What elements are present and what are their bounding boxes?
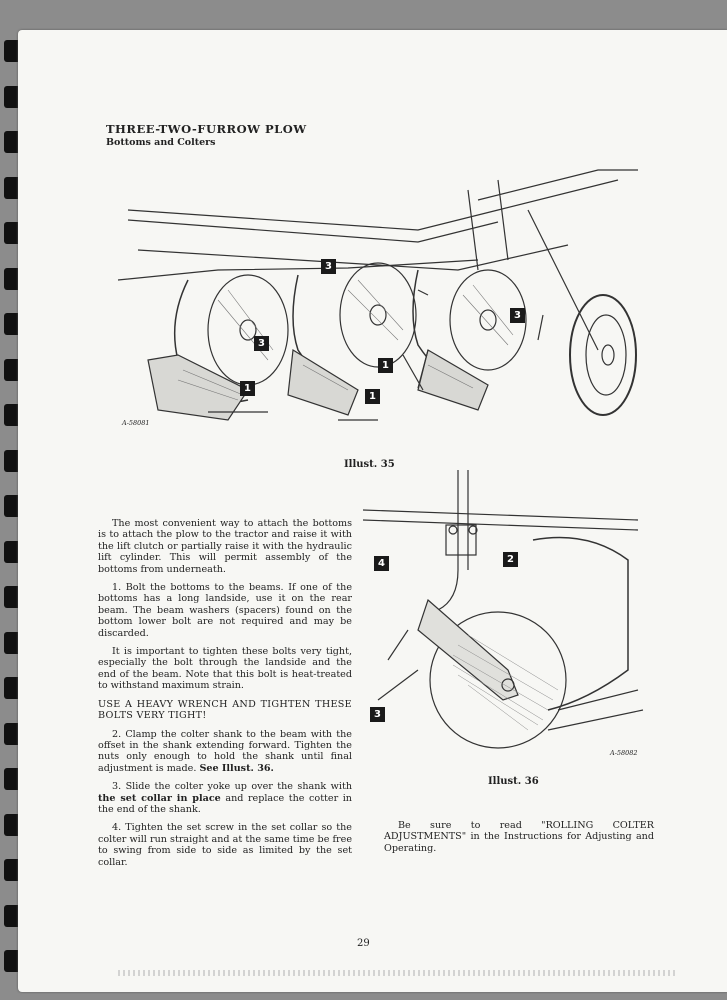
callout-3-a: 3 bbox=[254, 336, 269, 351]
illust-35-caption: Illust. 35 bbox=[344, 459, 395, 470]
important-paragraph: It is important to tighten these bolts very tight, especially the bolt through the landside and the end of the beam. Note that this bolt is heat-treated to withstand maximum strain. bbox=[98, 646, 352, 692]
callout-3: 3 bbox=[370, 707, 385, 722]
note-paragraph: Be sure to read "ROLLING COLTER ADJUSTMENTS" in the Instructions for Adjusting and Operating. bbox=[384, 820, 654, 854]
step-4: 4. Tighten the set screw in the set collar so the colter will run straight and at the same time be free to swing from side to side as limited by the set collar. bbox=[98, 822, 352, 868]
step-1: 1. Bolt the bottoms to the beams. If one of the bottoms has a long landside, use it on the rear beam. The beam washers (spacers) found on the bottom lower bolt are not required and may be discarded. bbox=[98, 582, 352, 639]
section-title: THREE-TWO-FURROW PLOW bbox=[106, 122, 307, 136]
callout-1-c: 1 bbox=[378, 358, 393, 373]
illust-36-ref: A-58082 bbox=[610, 749, 638, 757]
step-2-ref: See Illust. 36. bbox=[199, 762, 274, 774]
callout-3-c: 3 bbox=[510, 308, 525, 323]
manual-page bbox=[18, 30, 727, 992]
illust-36-caption: Illust. 36 bbox=[488, 776, 539, 787]
callout-3-b: 3 bbox=[321, 259, 336, 274]
callout-1-a: 1 bbox=[240, 381, 255, 396]
intro-paragraph: The most convenient way to attach the bottoms is to attach the plow to the tractor and raise it with the lift clutch or partially raise it with the hydraulic lift cylinder. This will permit assembly of the bottoms from underneath. bbox=[98, 518, 352, 575]
step-3-text-b: and replace the cotter in the end of the shank. bbox=[98, 792, 352, 815]
step-3-text-a: 3. Slide the colter yoke up over the shank with bbox=[112, 781, 352, 793]
callout-2: 2 bbox=[503, 552, 518, 567]
illust-35-ref: A-58081 bbox=[122, 419, 150, 427]
page-number: 29 bbox=[357, 938, 370, 949]
callout-1-b: 1 bbox=[365, 389, 380, 404]
step-2-text: 2. Clamp the colter shank to the beam with the offset in the shank extending forward. Tighten the nuts only enough to hold the shank until final adjustment is made. bbox=[98, 728, 352, 774]
step-3-bold: the set collar in place bbox=[98, 792, 221, 804]
note-column bbox=[384, 820, 654, 861]
illustration-36-colter-drawing bbox=[358, 470, 648, 755]
instructions-column bbox=[98, 518, 352, 875]
warning-paragraph: USE A HEAVY WRENCH AND TIGHTEN THESE BOLTS VERY TIGHT! bbox=[98, 698, 352, 722]
callout-4: 4 bbox=[374, 556, 389, 571]
step-2 bbox=[98, 729, 352, 775]
section-subtitle: Bottoms and Colters bbox=[106, 137, 216, 148]
step-3 bbox=[98, 781, 352, 815]
scan-artifact bbox=[118, 970, 678, 976]
